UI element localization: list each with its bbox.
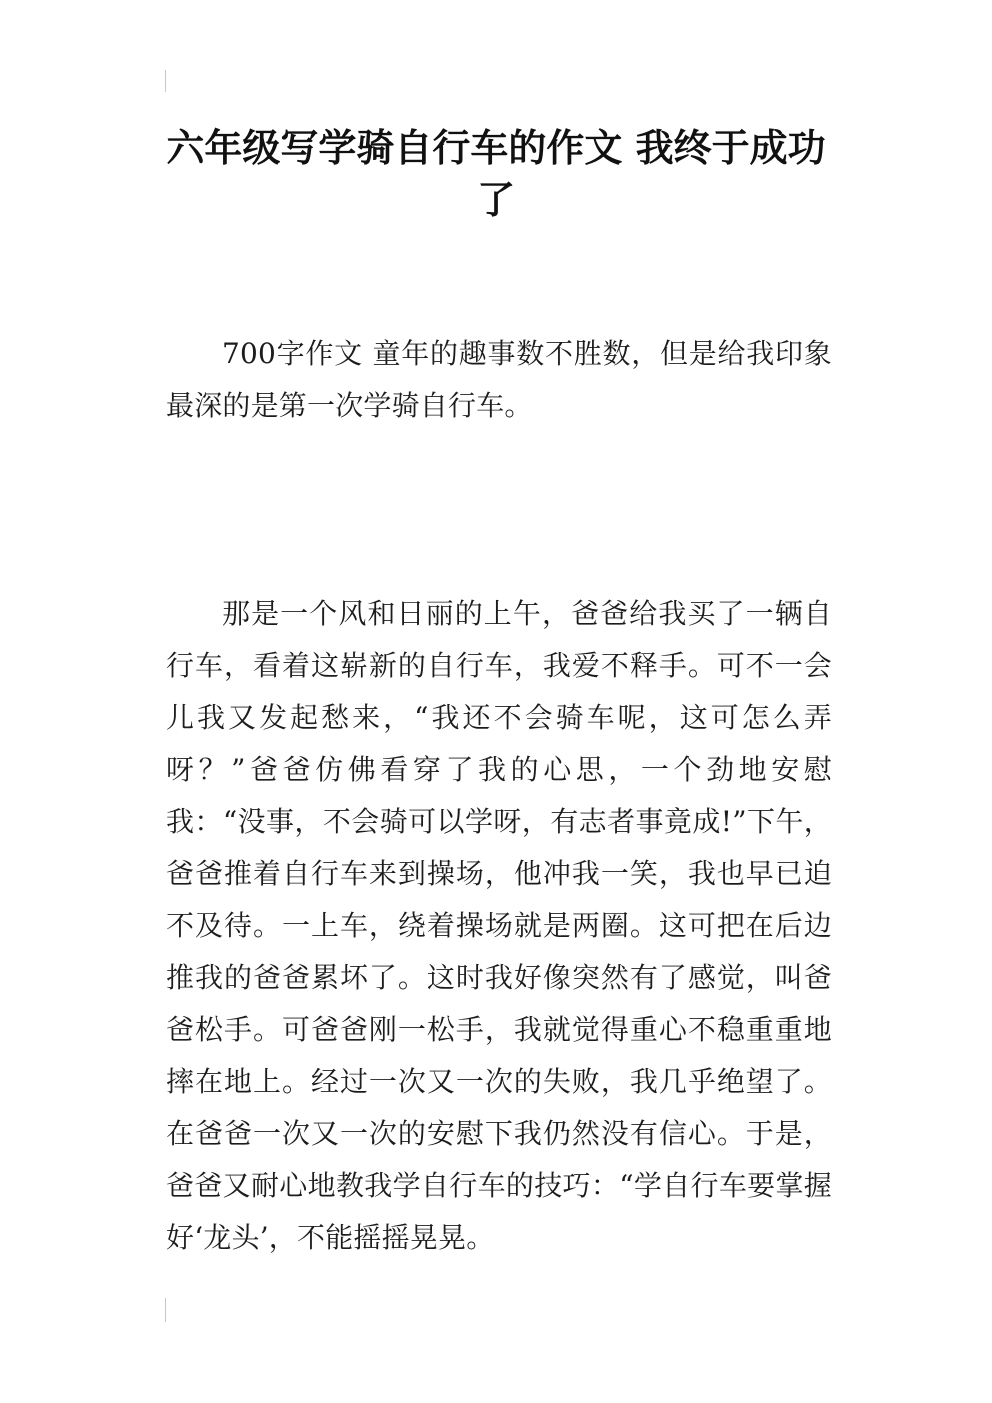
paragraph-story: 那是一个风和日丽的上午，爸爸给我买了一辆自行车，看着这崭新的自行车，我爱不释手。可不一会儿我又发起愁来，“我还不会骑车呢，这可怎么弄呀？”爸爸仿佛看穿了我的心思，一个劲地安慰我：“没事，不会骑可以学呀，有志者事竟成!”下午，爸爸推着自行车来到操场，他冲我一笑，我也早已迫不及待。一上车，绕着操场就是两圈。这可把在后边推我的爸爸累坏了。这时我好像突然有了感觉，叫爸爸松手。可爸爸刚一松手，我就觉得重心不稳重重地摔在地上。经过一次又一次的失败，我几乎绝望了。在爸爸一次又一次的安慰下我仍然没有信心。于是，爸爸又耐心地教我学自行车的技巧：“学自行车要掌握好‘龙头’，不能摇摇晃晃。: [166, 597, 832, 1254]
margin-mark-bottom: [165, 1298, 166, 1322]
document-title: 六年级写学骑自行车的作文 我终于成功了: [166, 126, 826, 222]
margin-mark-top: [165, 70, 166, 92]
paragraph-intro: 700字作文 童年的趣事数不胜数，但是给我印象最深的是第一次学骑自行车。: [166, 337, 832, 422]
